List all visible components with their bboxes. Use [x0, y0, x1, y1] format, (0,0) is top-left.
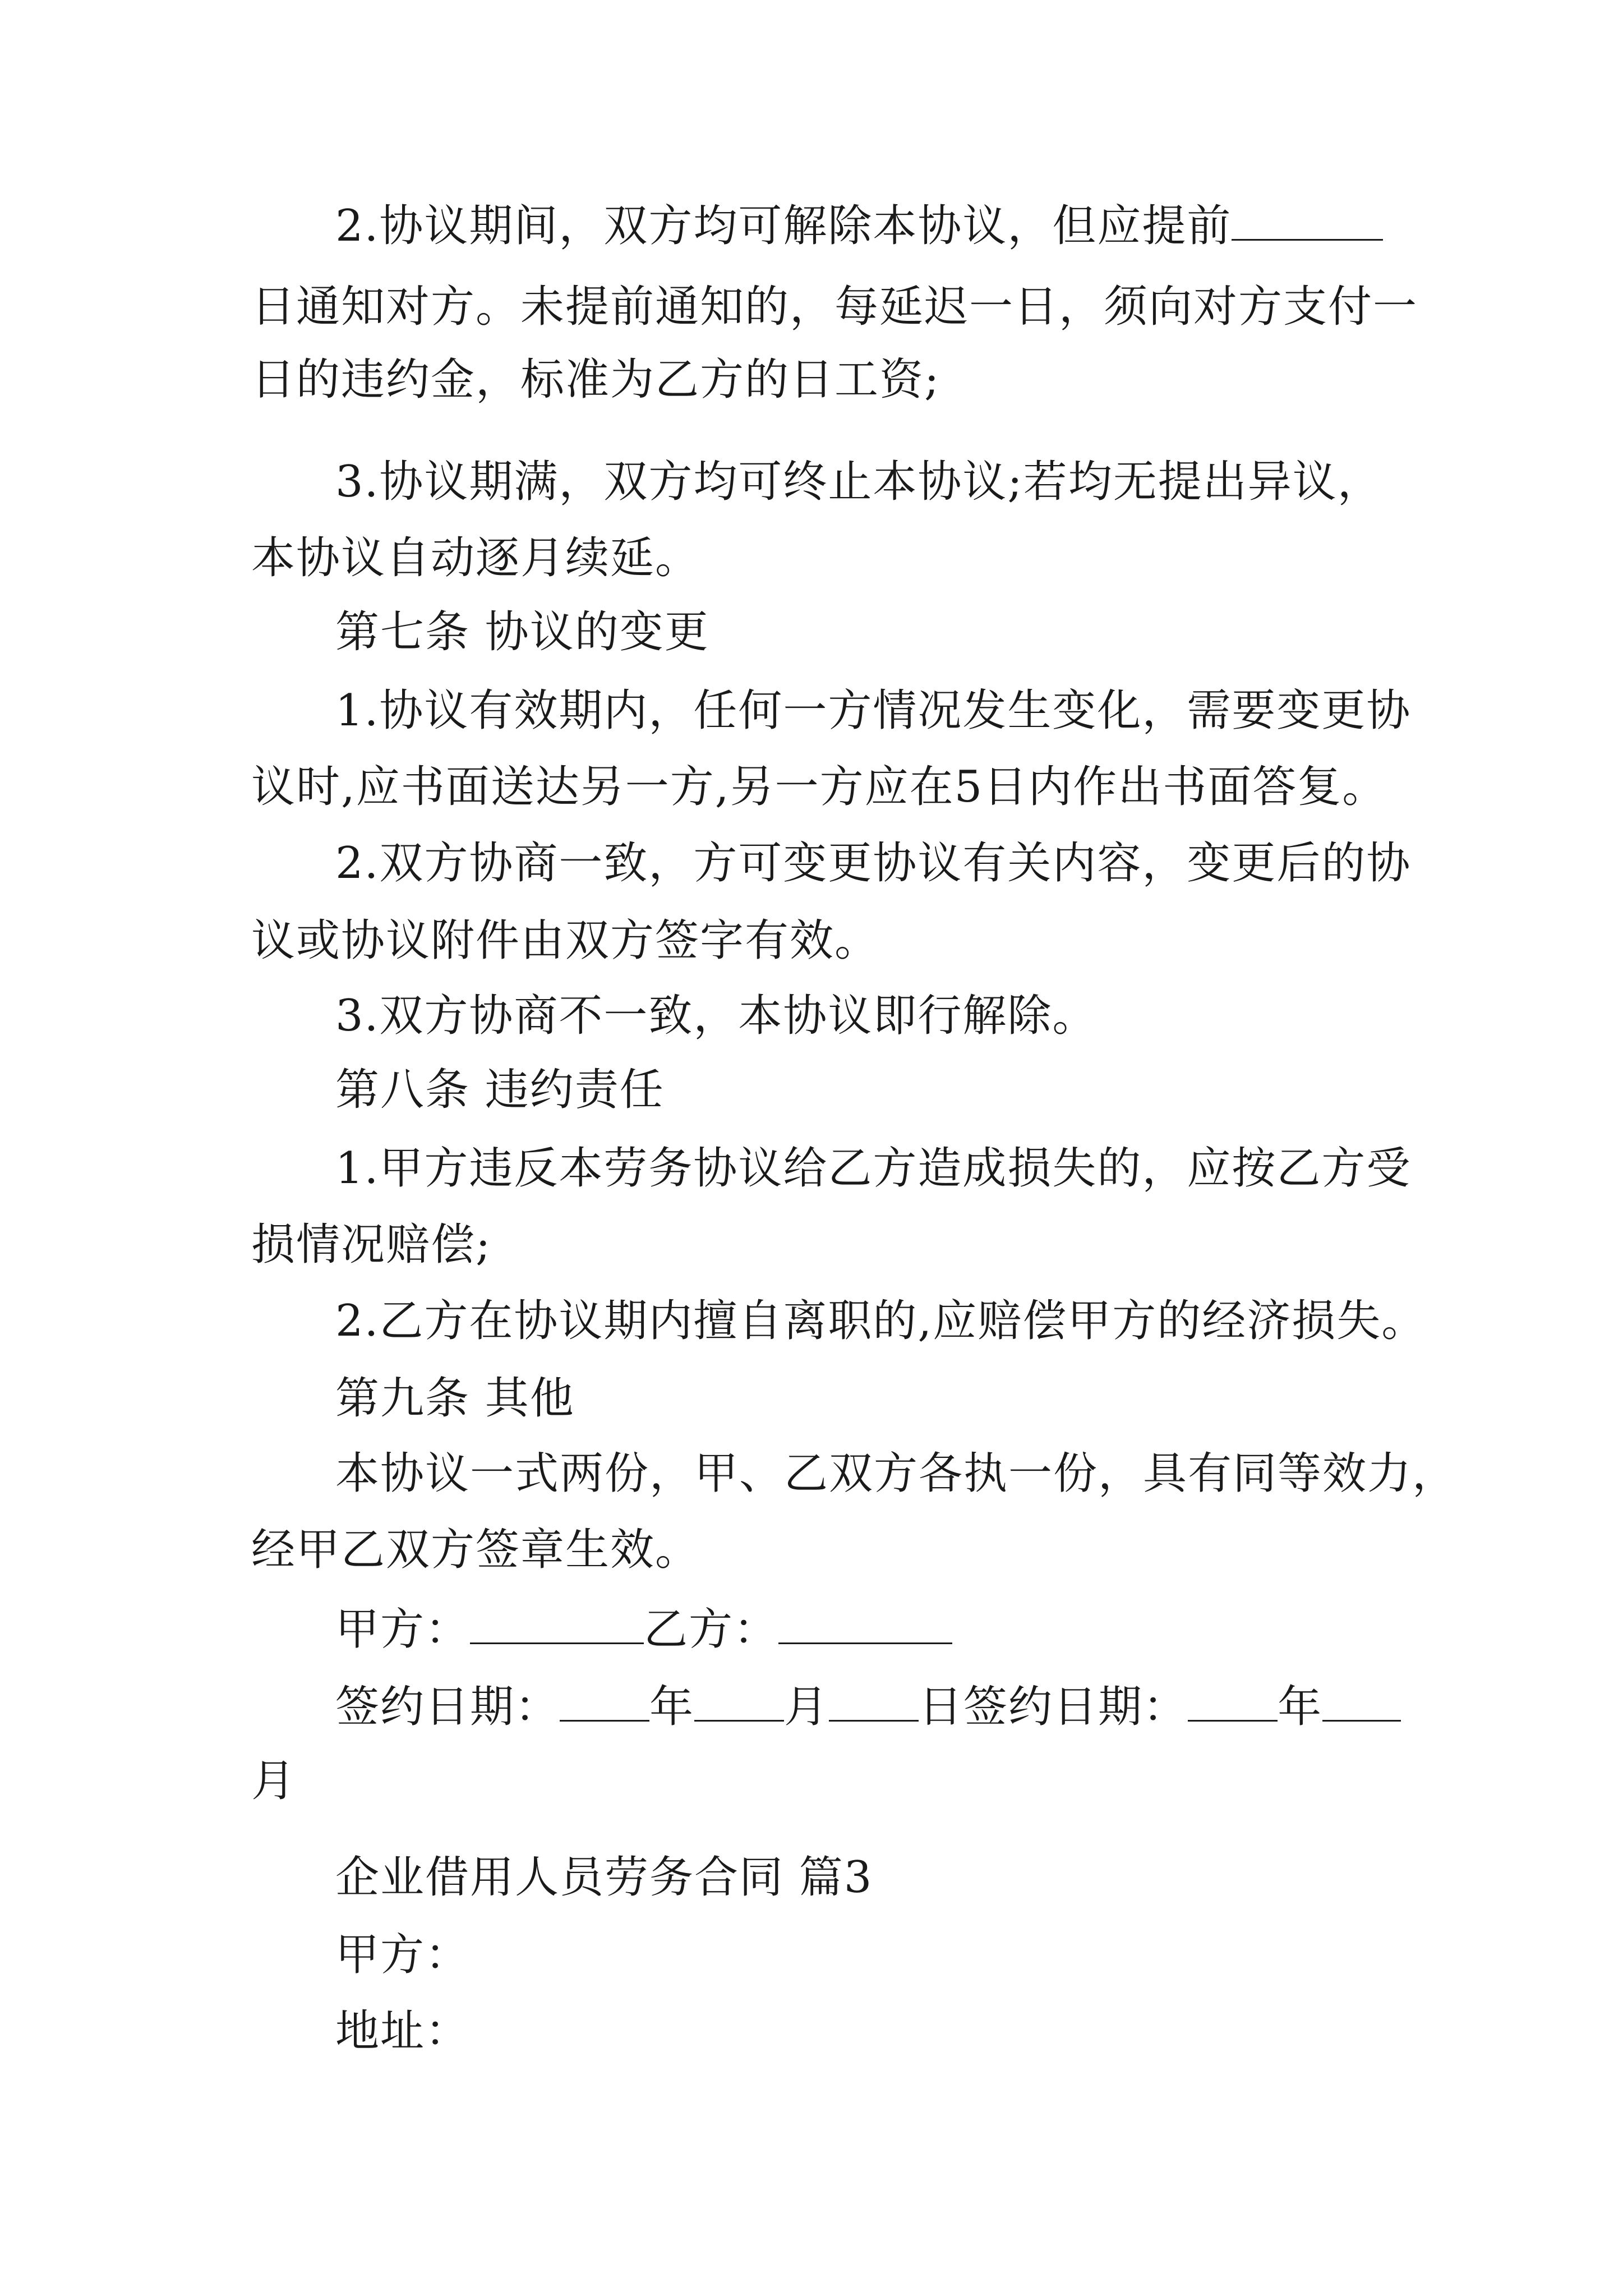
day-date-label: 日签约日期：	[919, 1682, 1188, 1732]
year-blank-2	[1188, 1683, 1278, 1722]
day-blank	[829, 1683, 919, 1722]
paragraph-line-14: 本协议一式两份，甲、乙双方各执一份，具有同等效力，	[335, 1448, 1458, 1499]
date-line	[335, 1682, 1378, 1732]
paragraph-line-15: 经甲乙双方签章生效。	[251, 1525, 700, 1575]
signature-line	[335, 1604, 1378, 1655]
contract-title: 企业借用人员劳务合同 篇3	[335, 1852, 873, 1903]
party-b-label: 乙方：	[644, 1604, 779, 1655]
section-heading-8: 第八条 违约责任	[335, 1065, 665, 1115]
year-blank	[560, 1683, 649, 1722]
paragraph-line-9: 议或协议附件由双方签字有效。	[251, 915, 880, 966]
month-blank	[694, 1683, 784, 1722]
party-a-label: 甲方：	[335, 1604, 471, 1655]
party-b-blank	[778, 1605, 952, 1644]
party-a-field: 甲方：	[335, 1930, 471, 1980]
paragraph-line-8: 2.双方协商一致，方可变更协议有关内容，变更后的协	[335, 838, 1412, 889]
date-label: 签约日期：	[335, 1682, 560, 1732]
month-label: 月	[784, 1682, 829, 1732]
section-heading-7: 第七条 协议的变更	[335, 607, 709, 657]
year-label-2: 年	[1278, 1682, 1323, 1732]
paragraph-line-4: 3.协议期满，双方均可终止本协议;若均无提出异议，	[335, 457, 1382, 507]
paragraph-line-3: 日的违约金，标准为乙方的日工资;	[251, 355, 940, 405]
paragraph-line-12: 损情况赔偿;	[251, 1220, 492, 1270]
paragraph-line-5: 本协议自动逐月续延。	[251, 533, 700, 583]
paragraph-line-16: 月	[251, 1756, 297, 1806]
address-field: 地址：	[335, 2006, 471, 2056]
paragraph-line-11: 1.甲方违反本劳务协议给乙方造成损失的，应按乙方受	[335, 1143, 1412, 1194]
section-heading-9: 第九条 其他	[335, 1373, 575, 1424]
paragraph-line-1: 2.协议期间，双方均可解除本协议，但应提前	[335, 202, 1378, 248]
year-label: 年	[649, 1682, 695, 1732]
paragraph-line-7: 议时,应书面送达另一方,另一方应在5日内作出书面答复。	[251, 762, 1387, 812]
paragraph-line-2: 日通知对方。未提前通知的，每延迟一日，须向对方支付一	[251, 282, 1418, 332]
fill-blank	[1232, 202, 1383, 241]
paragraph-line-13: 2.乙方在协议期内擅自离职的,应赔偿甲方的经济损失。	[335, 1296, 1427, 1346]
month-blank-2	[1322, 1683, 1401, 1722]
party-a-blank	[470, 1605, 644, 1644]
paragraph-line-10: 3.双方协商不一致，本协议即行解除。	[335, 991, 1098, 1041]
paragraph-line-6: 1.协议有效期内，任何一方情况发生变化，需要变更协	[335, 685, 1412, 736]
